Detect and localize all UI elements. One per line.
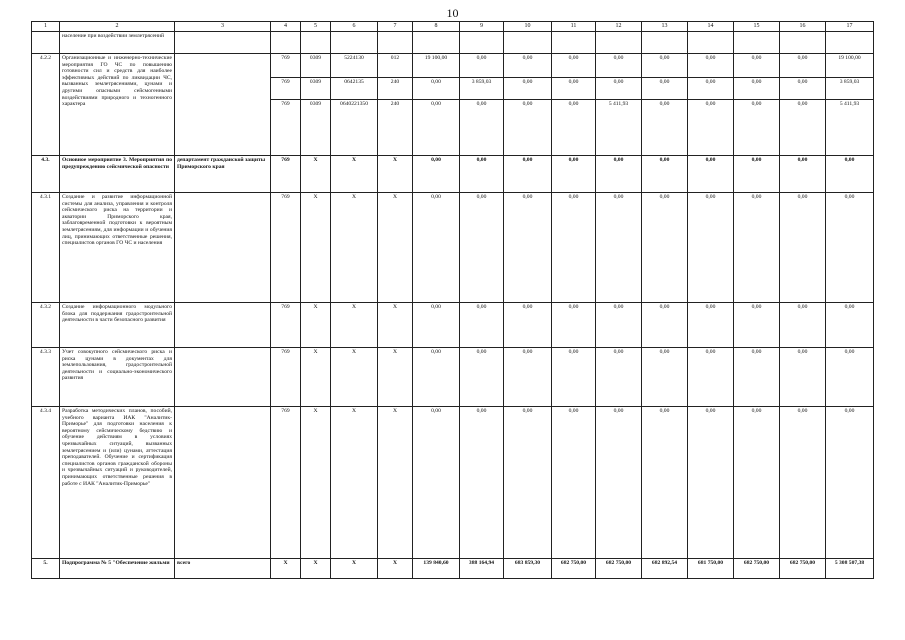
table-cell xyxy=(331,32,378,54)
row-executor xyxy=(175,54,271,156)
row-description: Создание и развитие информационной системы для анализа, управления и контроля сейсмического риска на территории и акватории Приморского края, заблаговременной подготовки к вероятным землетрясениям, для информации и обучения лиц, принимающих ответственные решения, специалистов органов ГО ЧС и населения xyxy=(60,193,175,303)
value-cell: 769 xyxy=(271,78,301,100)
column-number-header: 2 xyxy=(60,22,175,32)
value-cell: 0,00 xyxy=(642,78,688,100)
row-executor xyxy=(175,348,271,407)
value-cell: 0,00 xyxy=(734,100,780,156)
value-cell: X xyxy=(331,193,378,303)
value-cell: 19 100,00 xyxy=(413,54,460,78)
value-cell: X xyxy=(378,193,413,303)
value-cell: X xyxy=(301,348,331,407)
value-cell: 5 308 507,38 xyxy=(826,559,874,579)
value-cell: 0,00 xyxy=(688,156,734,193)
table-cell xyxy=(780,32,826,54)
value-cell: 0,00 xyxy=(688,303,734,348)
value-cell: 0,00 xyxy=(552,78,596,100)
value-cell: X xyxy=(301,407,331,559)
value-cell: 0,00 xyxy=(642,348,688,407)
value-cell: 0,00 xyxy=(734,193,780,303)
value-cell: 0,00 xyxy=(642,193,688,303)
value-cell: X xyxy=(301,559,331,579)
value-cell: 0,00 xyxy=(642,54,688,78)
value-cell: 0,00 xyxy=(504,78,552,100)
value-cell: 682 750,00 xyxy=(780,559,826,579)
value-cell: 0,00 xyxy=(504,156,552,193)
value-cell: 0,00 xyxy=(688,407,734,559)
column-number-header: 6 xyxy=(331,22,378,32)
value-cell: 0,00 xyxy=(826,193,874,303)
value-cell: 769 xyxy=(271,407,301,559)
column-number-row xyxy=(32,22,874,32)
value-cell: 0,00 xyxy=(734,303,780,348)
page-number: 10 xyxy=(446,6,459,20)
value-cell: 0,00 xyxy=(734,407,780,559)
value-cell: 0,00 xyxy=(780,156,826,193)
table-cell xyxy=(826,32,874,54)
value-cell: 0,00 xyxy=(688,193,734,303)
column-number-header: 13 xyxy=(642,22,688,32)
row-description: Учет совокупного сейсмического риска и риска цунами в документах для землепользования, градостроительной деятельности и социально-экономического развития xyxy=(60,348,175,407)
table-cell xyxy=(301,32,331,54)
value-cell: 5 411,93 xyxy=(826,100,874,156)
value-cell: 0,00 xyxy=(734,156,780,193)
column-number-header: 7 xyxy=(378,22,413,32)
value-cell: 0,00 xyxy=(780,193,826,303)
value-cell: 0,00 xyxy=(504,407,552,559)
value-cell: 0,00 xyxy=(642,303,688,348)
value-cell: 0,00 xyxy=(460,348,504,407)
value-cell: X xyxy=(331,348,378,407)
value-cell: 0,00 xyxy=(460,407,504,559)
value-cell: 769 xyxy=(271,156,301,193)
table-cell xyxy=(596,32,642,54)
value-cell: X xyxy=(378,407,413,559)
value-cell: 388 164,94 xyxy=(460,559,504,579)
value-cell: X xyxy=(378,348,413,407)
value-cell: 3 859,03 xyxy=(460,78,504,100)
value-cell: 0,00 xyxy=(826,348,874,407)
value-cell: X xyxy=(378,303,413,348)
value-cell: 0,00 xyxy=(552,100,596,156)
value-cell: 0,00 xyxy=(413,156,460,193)
value-cell: 769 xyxy=(271,54,301,78)
row-executor: всего xyxy=(175,559,271,579)
value-cell: 0,00 xyxy=(780,78,826,100)
value-cell: 682 750,00 xyxy=(552,559,596,579)
row-number: 4.2.2 xyxy=(32,54,60,156)
column-number-header: 9 xyxy=(460,22,504,32)
value-cell: 0,00 xyxy=(413,100,460,156)
value-cell: X xyxy=(331,407,378,559)
value-cell: 0309 xyxy=(301,100,331,156)
value-cell: X xyxy=(331,156,378,193)
value-cell: 19 100,00 xyxy=(826,54,874,78)
column-number-header: 4 xyxy=(271,22,301,32)
value-cell: 0,00 xyxy=(688,78,734,100)
value-cell: 0,00 xyxy=(780,54,826,78)
table-cell xyxy=(175,32,271,54)
value-cell: 0,00 xyxy=(460,193,504,303)
value-cell: 0,00 xyxy=(596,54,642,78)
value-cell: 0,00 xyxy=(596,348,642,407)
value-cell: 012 xyxy=(378,54,413,78)
value-cell: 5 411,93 xyxy=(596,100,642,156)
value-cell: 683 859,30 xyxy=(504,559,552,579)
table-row-4-3-2 xyxy=(32,303,874,348)
value-cell: 0,00 xyxy=(642,156,688,193)
row-number: 4.3.3 xyxy=(32,348,60,407)
row-description: население при воздействии землетрясений xyxy=(60,32,175,54)
column-number-header: 8 xyxy=(413,22,460,32)
value-cell: 0,00 xyxy=(642,100,688,156)
value-cell: 0,00 xyxy=(413,193,460,303)
row-description: Основное мероприятие 3. Мероприятия по предупреждению сейсмической опасности xyxy=(60,156,175,193)
table-row-4-3-1 xyxy=(32,193,874,303)
value-cell: 0,00 xyxy=(734,78,780,100)
table-cell xyxy=(552,32,596,54)
row-number: 4.3.4 xyxy=(32,407,60,559)
value-cell: 0,00 xyxy=(688,54,734,78)
value-cell: 0,00 xyxy=(642,407,688,559)
value-cell: X xyxy=(301,193,331,303)
value-cell: 0,00 xyxy=(780,100,826,156)
value-cell: X xyxy=(271,559,301,579)
value-cell: 0,00 xyxy=(504,348,552,407)
value-cell: X xyxy=(301,156,331,193)
table-cell xyxy=(734,32,780,54)
row-executor xyxy=(175,407,271,559)
value-cell: 682 892,54 xyxy=(642,559,688,579)
value-cell: 0309 xyxy=(301,54,331,78)
value-cell: 5224130 xyxy=(331,54,378,78)
column-number-header: 12 xyxy=(596,22,642,32)
value-cell: 0,00 xyxy=(826,156,874,193)
value-cell: 0,00 xyxy=(504,303,552,348)
row-number: 4.3. xyxy=(32,156,60,193)
table-row-4-3-3 xyxy=(32,348,874,407)
value-cell: 0,00 xyxy=(504,193,552,303)
value-cell: 0,00 xyxy=(826,407,874,559)
value-cell: 139 840,60 xyxy=(413,559,460,579)
table-cell xyxy=(32,32,60,54)
value-cell: 0,00 xyxy=(504,100,552,156)
value-cell: 0,00 xyxy=(504,54,552,78)
column-number-header: 16 xyxy=(780,22,826,32)
table-cell xyxy=(642,32,688,54)
table-cell xyxy=(504,32,552,54)
value-cell: 769 xyxy=(271,348,301,407)
value-cell: 240 xyxy=(378,100,413,156)
row-executor: департамент гражданской защиты Приморского края xyxy=(175,156,271,193)
row-description: Создание информационного модульного блока для поддержания градостроительной деятельности в части безопасного развития xyxy=(60,303,175,348)
value-cell: 769 xyxy=(271,303,301,348)
table-row-4-3-4 xyxy=(32,407,874,559)
row-number: 4.3.1 xyxy=(32,193,60,303)
value-cell: 0,00 xyxy=(460,156,504,193)
column-number-header: 1 xyxy=(32,22,60,32)
value-cell: 0,00 xyxy=(413,407,460,559)
value-cell: 0,00 xyxy=(596,303,642,348)
value-cell: 0,00 xyxy=(460,100,504,156)
value-cell: 240 xyxy=(378,78,413,100)
value-cell: 0640221350 xyxy=(331,100,378,156)
value-cell: X xyxy=(331,559,378,579)
value-cell: 682 750,00 xyxy=(596,559,642,579)
value-cell: 681 750,00 xyxy=(688,559,734,579)
value-cell: 0,00 xyxy=(552,303,596,348)
budget-table xyxy=(31,21,874,579)
value-cell: 0,00 xyxy=(780,407,826,559)
value-cell: X xyxy=(378,156,413,193)
value-cell: 769 xyxy=(271,100,301,156)
row-executor xyxy=(175,193,271,303)
value-cell: 0,00 xyxy=(780,303,826,348)
value-cell: 0309 xyxy=(301,78,331,100)
value-cell: 0,00 xyxy=(596,407,642,559)
row-description: Организационные и инженерно-технические мероприятия ГО ЧС по повышению готовности сил и средств для наиболее эффективных действий по ликвидации ЧС, вызванных землетрясениями, цунами и другими опасными сейсмогенными воздействиями природного и техногенного характера xyxy=(60,54,175,156)
value-cell: 0642135 xyxy=(331,78,378,100)
value-cell: X xyxy=(301,303,331,348)
value-cell: 0,00 xyxy=(780,348,826,407)
column-number-header: 17 xyxy=(826,22,874,32)
row-number: 4.3.2 xyxy=(32,303,60,348)
value-cell: 0,00 xyxy=(688,100,734,156)
value-cell: 0,00 xyxy=(596,78,642,100)
column-number-header: 15 xyxy=(734,22,780,32)
table-row-4-2-2 xyxy=(32,54,874,78)
value-cell: 769 xyxy=(271,193,301,303)
table-cell xyxy=(271,32,301,54)
value-cell: 0,00 xyxy=(413,78,460,100)
value-cell: 0,00 xyxy=(734,348,780,407)
value-cell: 0,00 xyxy=(734,54,780,78)
table-cell xyxy=(413,32,460,54)
value-cell: 0,00 xyxy=(826,303,874,348)
row-number: 5. xyxy=(32,559,60,579)
table-row-continuation xyxy=(32,32,874,54)
value-cell: X xyxy=(331,303,378,348)
value-cell: 0,00 xyxy=(596,193,642,303)
row-description: Разработка методических планов, пособий, учебного варианта ИАК "Аналитик-Приморье" для подготовки населения к вероятному сейсмическому бедствию и обучение действиям в условиях чрезвычайных ситуаций, вызванных землетрясением и (или) цунами, аттестация преподавателей. Обучение и сертификация специалистов органов гражданской обороны и чрезвычайных ситуаций и руководителей, принимающих ответственные решения в работе с ИАК "Аналитик-Приморье" xyxy=(60,407,175,559)
value-cell: 3 859,03 xyxy=(826,78,874,100)
table-cell xyxy=(378,32,413,54)
value-cell: 0,00 xyxy=(460,303,504,348)
value-cell: 0,00 xyxy=(460,54,504,78)
column-number-header: 3 xyxy=(175,22,271,32)
value-cell: 0,00 xyxy=(413,303,460,348)
column-number-header: 11 xyxy=(552,22,596,32)
column-number-header: 14 xyxy=(688,22,734,32)
column-number-header: 10 xyxy=(504,22,552,32)
value-cell: 0,00 xyxy=(552,54,596,78)
value-cell: 0,00 xyxy=(413,348,460,407)
row-executor xyxy=(175,303,271,348)
value-cell: 0,00 xyxy=(552,193,596,303)
column-number-header: 5 xyxy=(301,22,331,32)
table-cell xyxy=(688,32,734,54)
value-cell: 0,00 xyxy=(596,156,642,193)
value-cell: 682 750,00 xyxy=(734,559,780,579)
row-description: Подпрограмма № 5 "Обеспечение жильми xyxy=(60,559,175,579)
value-cell: X xyxy=(378,559,413,579)
value-cell: 0,00 xyxy=(552,156,596,193)
table-cell xyxy=(460,32,504,54)
table-row-4-3 xyxy=(32,156,874,193)
table-row-5 xyxy=(32,559,874,579)
value-cell: 0,00 xyxy=(552,407,596,559)
value-cell: 0,00 xyxy=(688,348,734,407)
value-cell: 0,00 xyxy=(552,348,596,407)
